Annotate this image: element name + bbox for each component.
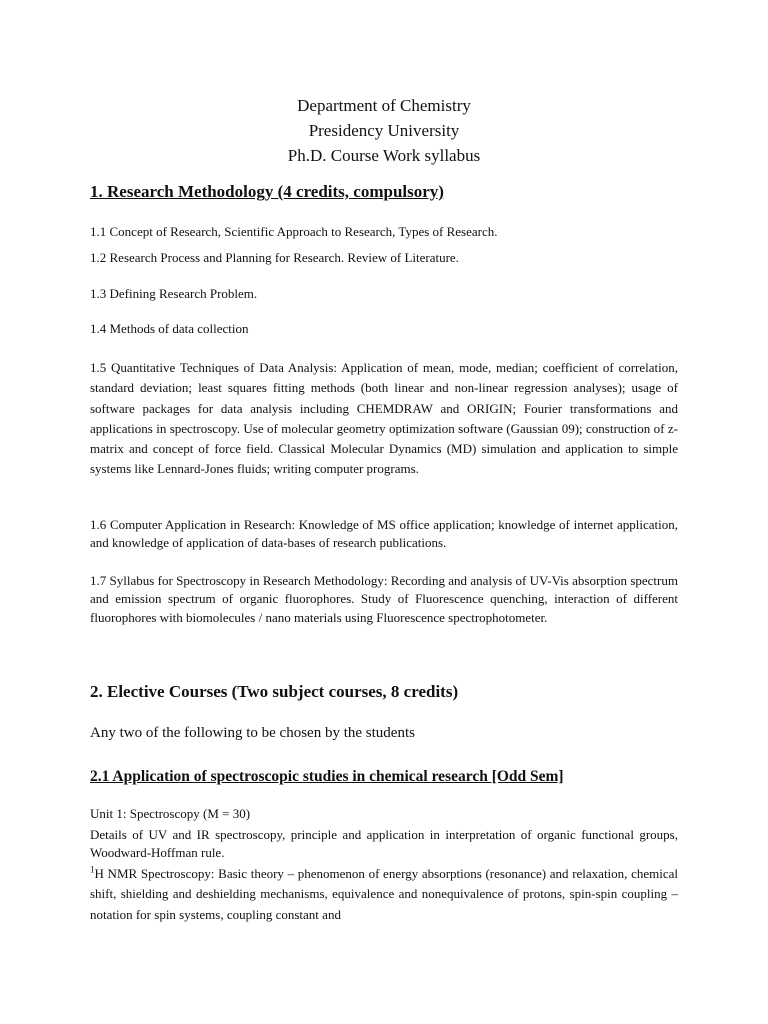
- item-1-6: 1.6 Computer Application in Research: Knowledge of MS office application; knowledge of internet application, and knowledge of application of data-bases of research publications.: [90, 517, 678, 551]
- unit-1-paragraph: Details of UV and IR spectroscopy, principle and application in interpretation of organic functional groups, Woodward-Hoffman rule.: [90, 827, 678, 861]
- nmr-paragraph: [90, 864, 678, 925]
- syllabus-title: Ph.D. Course Work syllabus: [287, 146, 481, 165]
- item-1-7: 1.7 Syllabus for Spectroscopy in Research Methodology: Recording and analysis of UV-Vis absorption spectrum and emission spectrum of organic fluorophores. Study of Fluorescence quenching, interaction of different fluorophores with biomolecules / nano materials using Fluorescence spectrophotometer.: [90, 573, 678, 625]
- university-title: Presidency University: [308, 121, 460, 140]
- section-2-intro: Any two of the following to be chosen by the students: [90, 725, 415, 741]
- subsection-2-1-heading: 2.1 Application of spectroscopic studies in chemical research [Odd Sem]: [90, 768, 564, 785]
- nmr-superscript: 1: [90, 864, 95, 875]
- item-1-1: 1.1 Concept of Research, Scientific Approach to Research, Types of Research.: [90, 224, 498, 239]
- section-1-heading: 1. Research Methodology (4 credits, compulsory): [90, 182, 444, 201]
- item-1-5: 1.5 Quantitative Techniques of Data Analysis: Application of mean, mode, median; coefficient of correlation, standard deviation; least squares fitting methods (both linear and non-linear regression analyses); usage of software packages for data analysis including CHEMDRAW and ORIGIN; Fourier transformations and applications in spectroscopy. Use of molecular geometry optimization software (Gaussian 09); construction of z-matrix and concept of force field. Classical Molecular Dynamics (MD) simulation and application to simple systems like Lennard-Jones fluids; writing computer programs.: [90, 360, 678, 477]
- section-2-heading: 2. Elective Courses (Two subject courses, 8 credits): [90, 682, 459, 701]
- unit-1-title: Unit 1: Spectroscopy (M = 30): [90, 806, 251, 821]
- item-1-2: 1.2 Research Process and Planning for Research. Review of Literature.: [90, 250, 459, 265]
- department-title: Department of Chemistry: [297, 96, 471, 115]
- item-1-4: 1.4 Methods of data collection: [90, 321, 249, 336]
- item-1-3: 1.3 Defining Research Problem.: [90, 286, 258, 301]
- nmr-text: H NMR Spectroscopy: Basic theory – phenomenon of energy absorptions (resonance) and relaxation, chemical shift, shielding and deshielding mechanisms, equivalence and nonequivalence of protons, spin-spin coupling – notation for spin systems, coupling constant and: [90, 866, 678, 922]
